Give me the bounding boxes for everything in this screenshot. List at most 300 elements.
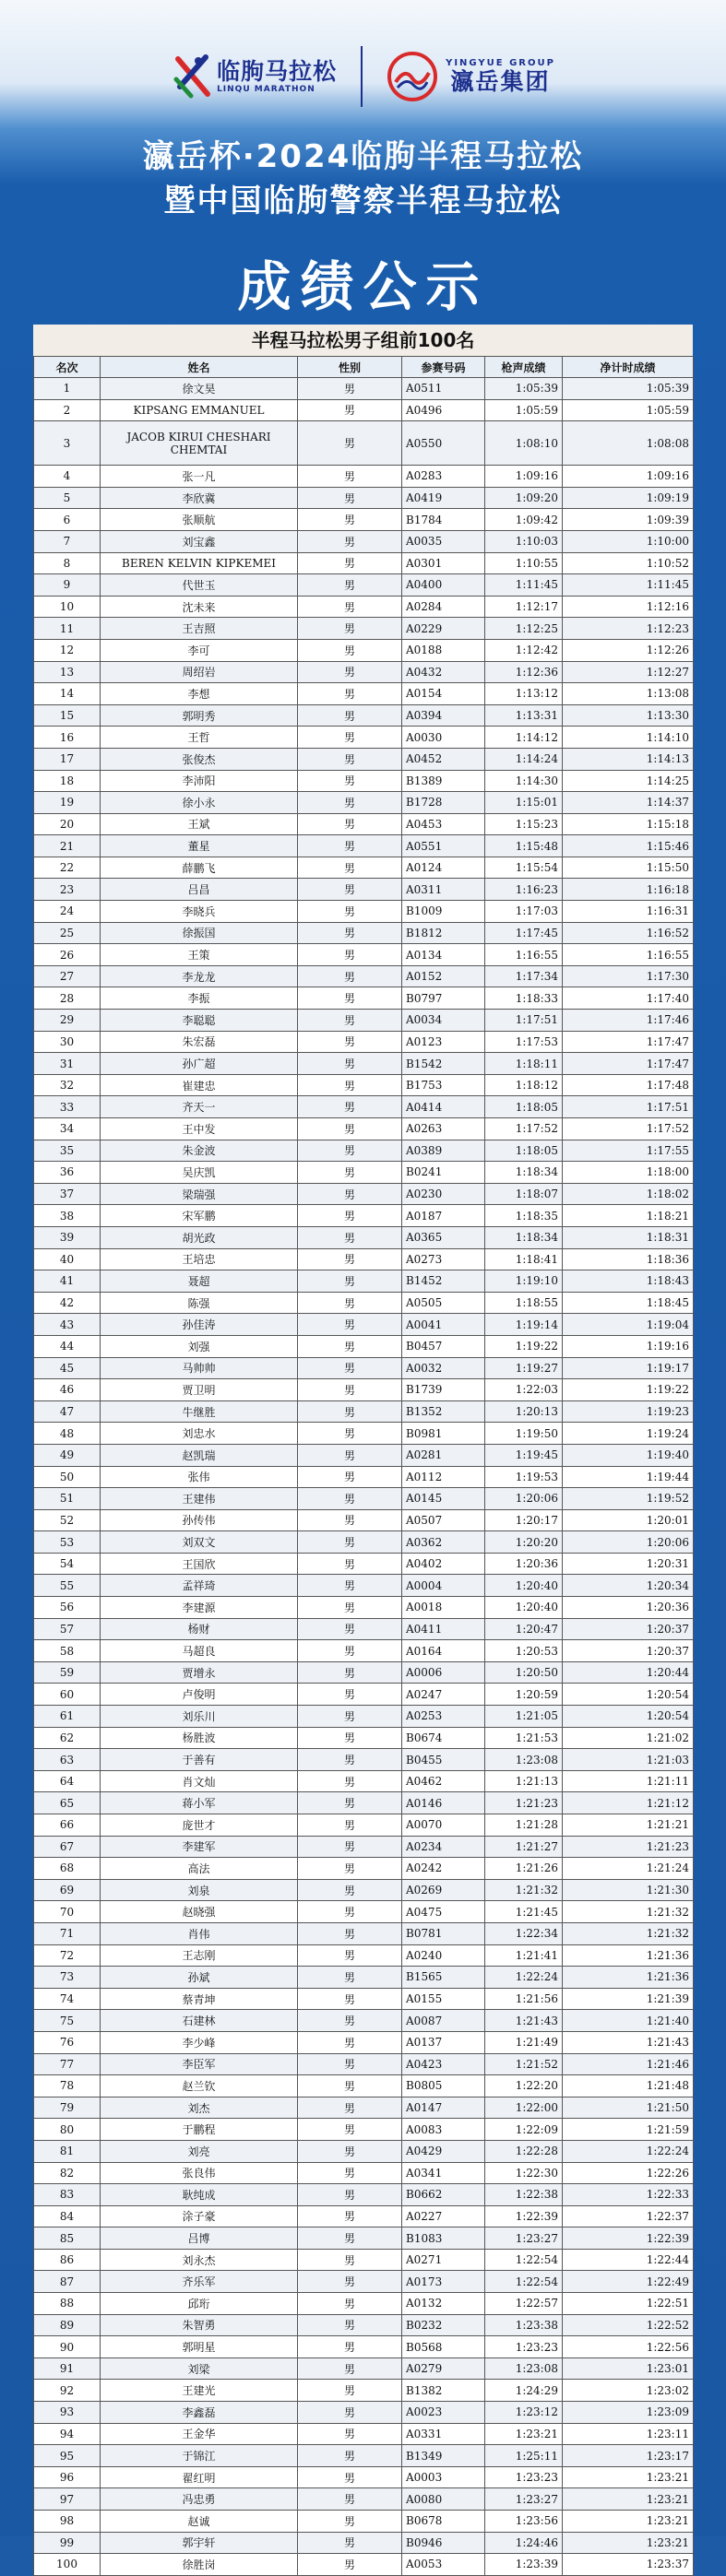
cell-gender: 男 xyxy=(298,2184,402,2206)
table-row xyxy=(34,1553,694,1575)
cell-net-time: 1:21:23 xyxy=(563,1836,694,1858)
cell-name: 齐乐军 xyxy=(101,2271,298,2293)
cell-bib: A0003 xyxy=(402,2466,485,2488)
cell-gun-time: 1:08:10 xyxy=(485,421,563,466)
table-row xyxy=(34,1488,694,1510)
cell-gender: 男 xyxy=(298,1967,402,1989)
table-row xyxy=(34,1162,694,1184)
cell-bib: B0232 xyxy=(402,2314,485,2336)
cell-name: 张俊杰 xyxy=(101,748,298,770)
cell-name: 王中发 xyxy=(101,1118,298,1140)
table-row xyxy=(34,2423,694,2445)
cell-rank: 25 xyxy=(34,922,101,944)
cell-gender: 男 xyxy=(298,2423,402,2445)
cell-gun-time: 1:21:13 xyxy=(485,1770,563,1792)
cell-gender: 男 xyxy=(298,2293,402,2315)
cell-name: 张伟 xyxy=(101,1466,298,1488)
cell-net-time: 1:21:46 xyxy=(563,2053,694,2075)
cell-gun-time: 1:18:34 xyxy=(485,1226,563,1248)
cell-gun-time: 1:20:13 xyxy=(485,1400,563,1423)
cell-net-time: 1:23:21 xyxy=(563,2511,694,2533)
logo-divider xyxy=(361,46,363,107)
table-row xyxy=(34,1967,694,1989)
cell-gun-time: 1:12:42 xyxy=(485,639,563,661)
table-row xyxy=(34,1183,694,1205)
table-row xyxy=(34,1988,694,2010)
cell-bib: A0023 xyxy=(402,2402,485,2424)
header-rank: 名次 xyxy=(34,357,101,378)
cell-net-time: 1:23:37 xyxy=(563,2554,694,2576)
cell-gun-time: 1:22:54 xyxy=(485,2249,563,2271)
cell-rank: 64 xyxy=(34,1770,101,1792)
cell-name: 李振 xyxy=(101,987,298,1010)
cell-gun-time: 1:22:03 xyxy=(485,1379,563,1401)
cell-bib: A0411 xyxy=(402,1618,485,1640)
cell-bib: A0242 xyxy=(402,1858,485,1880)
table-row xyxy=(34,879,694,901)
cell-net-time: 1:19:52 xyxy=(563,1488,694,1510)
cell-bib: B0781 xyxy=(402,1922,485,1944)
cell-gender: 男 xyxy=(298,596,402,618)
cell-gender: 男 xyxy=(298,987,402,1010)
cell-net-time: 1:10:00 xyxy=(563,530,694,552)
cell-gender: 男 xyxy=(298,1226,402,1248)
cell-rank: 96 xyxy=(34,2466,101,2488)
cell-net-time: 1:12:23 xyxy=(563,618,694,640)
cell-gun-time: 1:18:07 xyxy=(485,1183,563,1205)
cell-rank: 62 xyxy=(34,1727,101,1749)
cell-gun-time: 1:20:20 xyxy=(485,1531,563,1554)
cell-name: 赵兰钦 xyxy=(101,2075,298,2097)
cell-rank: 21 xyxy=(34,835,101,857)
cell-net-time: 1:22:49 xyxy=(563,2271,694,2293)
cell-name: 孙斌 xyxy=(101,1967,298,1989)
cell-bib: B1739 xyxy=(402,1379,485,1401)
cell-bib: A0507 xyxy=(402,1509,485,1531)
cell-gun-time: 1:19:14 xyxy=(485,1314,563,1336)
table-row xyxy=(34,2532,694,2554)
cell-rank: 30 xyxy=(34,1031,101,1053)
cell-name: 耿纯成 xyxy=(101,2184,298,2206)
cell-gun-time: 1:23:21 xyxy=(485,2423,563,2445)
cell-gun-time: 1:19:10 xyxy=(485,1270,563,1293)
cell-net-time: 1:21:40 xyxy=(563,2010,694,2032)
cell-net-time: 1:21:32 xyxy=(563,1922,694,1944)
cell-name: 刘永杰 xyxy=(101,2249,298,2271)
cell-name: 李少峰 xyxy=(101,2031,298,2053)
cell-bib: A0018 xyxy=(402,1597,485,1619)
cell-bib: A0462 xyxy=(402,1770,485,1792)
cell-bib: A0032 xyxy=(402,1357,485,1379)
cell-name: 肖伟 xyxy=(101,1922,298,1944)
table-row xyxy=(34,1509,694,1531)
table-row xyxy=(34,1357,694,1379)
cell-net-time: 1:17:55 xyxy=(563,1140,694,1162)
cell-bib: B0455 xyxy=(402,1749,485,1771)
cell-name: 杨财 xyxy=(101,1618,298,1640)
cell-name: 马帅帅 xyxy=(101,1357,298,1379)
cell-gender: 男 xyxy=(298,922,402,944)
cell-bib: A0087 xyxy=(402,2010,485,2032)
event-title: 瀛岳杯·2024临朐半程马拉松 xyxy=(142,138,584,175)
cell-rank: 31 xyxy=(34,1053,101,1075)
cell-net-time: 1:21:21 xyxy=(563,1814,694,1837)
table-row xyxy=(34,1423,694,1445)
table-row xyxy=(34,1531,694,1554)
cell-name: 王策 xyxy=(101,944,298,966)
cell-net-time: 1:18:43 xyxy=(563,1270,694,1293)
cell-bib: B0674 xyxy=(402,1727,485,1749)
cell-gender: 男 xyxy=(298,1988,402,2010)
cell-gun-time: 1:23:12 xyxy=(485,2402,563,2424)
cell-net-time: 1:23:01 xyxy=(563,2357,694,2380)
cell-gun-time: 1:20:17 xyxy=(485,1509,563,1531)
cell-gender: 男 xyxy=(298,661,402,683)
cell-name: 于善有 xyxy=(101,1749,298,1771)
cell-gun-time: 1:14:30 xyxy=(485,770,563,792)
header-gender: 性别 xyxy=(298,357,402,378)
table-row xyxy=(34,2075,694,2097)
cell-gender: 男 xyxy=(298,2271,402,2293)
table-row xyxy=(34,987,694,1010)
cell-net-time: 1:22:56 xyxy=(563,2336,694,2358)
cell-name: 王金华 xyxy=(101,2423,298,2445)
cell-bib: A0227 xyxy=(402,2205,485,2227)
table-row xyxy=(34,1879,694,1901)
table-row xyxy=(34,2097,694,2119)
table-row xyxy=(34,1292,694,1314)
table-row xyxy=(34,2380,694,2402)
cell-net-time: 1:14:37 xyxy=(563,792,694,814)
cell-rank: 59 xyxy=(34,1661,101,1684)
cell-name: 卢俊明 xyxy=(101,1684,298,1706)
cell-gender: 男 xyxy=(298,639,402,661)
cell-rank: 16 xyxy=(34,727,101,749)
cell-gender: 男 xyxy=(298,574,402,597)
table-row xyxy=(34,1836,694,1858)
cell-name: 吴庆凯 xyxy=(101,1162,298,1184)
table-row xyxy=(34,661,694,683)
cell-net-time: 1:17:47 xyxy=(563,1031,694,1053)
cell-gender: 男 xyxy=(298,2357,402,2380)
cell-bib: B1009 xyxy=(402,901,485,923)
cell-gender: 男 xyxy=(298,399,402,421)
cell-gun-time: 1:13:12 xyxy=(485,683,563,705)
cell-bib: A0402 xyxy=(402,1553,485,1575)
cell-gender: 男 xyxy=(298,748,402,770)
cell-rank: 61 xyxy=(34,1706,101,1728)
table-row xyxy=(34,487,694,509)
cell-name: 徐文昊 xyxy=(101,378,298,400)
cell-gender: 男 xyxy=(298,1270,402,1293)
linqu-marathon-logo xyxy=(171,53,337,100)
cell-name: 聂超 xyxy=(101,1270,298,1293)
cell-rank: 41 xyxy=(34,1270,101,1293)
cell-rank: 5 xyxy=(34,487,101,509)
cell-gender: 男 xyxy=(298,2532,402,2554)
cell-net-time: 1:20:36 xyxy=(563,1597,694,1619)
cell-gender: 男 xyxy=(298,1684,402,1706)
cell-gun-time: 1:17:53 xyxy=(485,1031,563,1053)
cell-name: 朱金波 xyxy=(101,1140,298,1162)
cell-gender: 男 xyxy=(298,1444,402,1466)
table-row xyxy=(34,2336,694,2358)
cell-gun-time: 1:22:57 xyxy=(485,2293,563,2315)
cell-name: 沈未来 xyxy=(101,596,298,618)
cell-name: 陈强 xyxy=(101,1292,298,1314)
cell-name: 胡光政 xyxy=(101,1226,298,1248)
cell-rank: 50 xyxy=(34,1466,101,1488)
cell-gender: 男 xyxy=(298,1423,402,1445)
cell-net-time: 1:22:24 xyxy=(563,2140,694,2162)
cell-rank: 28 xyxy=(34,987,101,1010)
table-row xyxy=(34,2205,694,2227)
cell-rank: 85 xyxy=(34,2227,101,2250)
table-row xyxy=(34,1379,694,1401)
cell-rank: 89 xyxy=(34,2314,101,2336)
cell-bib: B0946 xyxy=(402,2532,485,2554)
cell-bib: A0247 xyxy=(402,1684,485,1706)
cell-name: 李龙龙 xyxy=(101,965,298,987)
cell-rank: 7 xyxy=(34,530,101,552)
cell-gender: 男 xyxy=(298,1488,402,1510)
cell-rank: 8 xyxy=(34,552,101,574)
table-row xyxy=(34,965,694,987)
table-row xyxy=(34,2511,694,2533)
cell-bib: A0253 xyxy=(402,1706,485,1728)
cell-net-time: 1:19:17 xyxy=(563,1357,694,1379)
cell-name: 李欣冀 xyxy=(101,487,298,509)
cell-gun-time: 1:23:27 xyxy=(485,2227,563,2250)
table-row xyxy=(34,1814,694,1837)
cell-gun-time: 1:21:05 xyxy=(485,1706,563,1728)
cell-rank: 37 xyxy=(34,1183,101,1205)
cell-net-time: 1:18:31 xyxy=(563,1226,694,1248)
cell-name: 孙传伟 xyxy=(101,1509,298,1531)
cell-net-time: 1:19:04 xyxy=(563,1314,694,1336)
cell-bib: B0568 xyxy=(402,2336,485,2358)
cell-gun-time: 1:22:34 xyxy=(485,1922,563,1944)
cell-gender: 男 xyxy=(298,792,402,814)
cell-bib: A0279 xyxy=(402,2357,485,2380)
cell-bib: A0273 xyxy=(402,1248,485,1270)
table-row xyxy=(34,2249,694,2271)
cell-gender: 男 xyxy=(298,2075,402,2097)
cell-rank: 68 xyxy=(34,1858,101,1880)
cell-name: 冯忠勇 xyxy=(101,2488,298,2511)
cell-name: 李晓兵 xyxy=(101,901,298,923)
cell-gun-time: 1:11:45 xyxy=(485,574,563,597)
cell-gender: 男 xyxy=(298,857,402,879)
cell-gender: 男 xyxy=(298,1727,402,1749)
table-row xyxy=(34,1335,694,1357)
cell-name: 郭明星 xyxy=(101,2336,298,2358)
cell-gender: 男 xyxy=(298,2249,402,2271)
cell-bib: A0164 xyxy=(402,1640,485,1662)
cell-gender: 男 xyxy=(298,1879,402,1901)
cell-bib: B1784 xyxy=(402,509,485,531)
cell-name: 蒋小军 xyxy=(101,1792,298,1814)
cell-name: 吕博 xyxy=(101,2227,298,2250)
cell-gun-time: 1:25:11 xyxy=(485,2445,563,2467)
table-row xyxy=(34,1466,694,1488)
cell-net-time: 1:21:36 xyxy=(563,1967,694,1989)
cell-name: 石建林 xyxy=(101,2010,298,2032)
cell-rank: 71 xyxy=(34,1922,101,1944)
cell-net-time: 1:19:23 xyxy=(563,1400,694,1423)
table-title: 半程马拉松男子组前100名 xyxy=(33,325,693,357)
cell-gender: 男 xyxy=(298,2227,402,2250)
cell-rank: 45 xyxy=(34,1357,101,1379)
table-row xyxy=(34,2031,694,2053)
cell-gender: 男 xyxy=(298,2097,402,2119)
cell-bib: B0457 xyxy=(402,1335,485,1357)
cell-gender: 男 xyxy=(298,2488,402,2511)
table-row xyxy=(34,574,694,597)
cell-net-time: 1:17:30 xyxy=(563,965,694,987)
cell-bib: B1753 xyxy=(402,1074,485,1096)
cell-net-time: 1:21:43 xyxy=(563,2031,694,2053)
cell-net-time: 1:05:39 xyxy=(563,378,694,400)
cell-net-time: 1:22:44 xyxy=(563,2249,694,2271)
cell-rank: 44 xyxy=(34,1335,101,1357)
table-row xyxy=(34,1661,694,1684)
cell-rank: 3 xyxy=(34,421,101,466)
cell-bib: A0271 xyxy=(402,2249,485,2271)
cell-gun-time: 1:19:53 xyxy=(485,1466,563,1488)
cell-name: 刘宝鑫 xyxy=(101,530,298,552)
cell-net-time: 1:09:16 xyxy=(563,466,694,488)
cell-net-time: 1:15:18 xyxy=(563,813,694,835)
cell-rank: 91 xyxy=(34,2357,101,2380)
cell-name: 张顺航 xyxy=(101,509,298,531)
table-row xyxy=(34,2271,694,2293)
cell-net-time: 1:19:44 xyxy=(563,1466,694,1488)
cell-bib: A0429 xyxy=(402,2140,485,2162)
cell-rank: 4 xyxy=(34,466,101,488)
cell-bib: A0301 xyxy=(402,552,485,574)
cell-name: 吕昌 xyxy=(101,879,298,901)
cell-gun-time: 1:19:22 xyxy=(485,1335,563,1357)
cell-bib: A0432 xyxy=(402,661,485,683)
cell-rank: 94 xyxy=(34,2423,101,2445)
cell-bib: A0112 xyxy=(402,1466,485,1488)
cell-gun-time: 1:14:24 xyxy=(485,748,563,770)
table-row xyxy=(34,2466,694,2488)
cell-gun-time: 1:18:05 xyxy=(485,1096,563,1118)
cell-bib: A0389 xyxy=(402,1140,485,1162)
cell-gender: 男 xyxy=(298,1292,402,1314)
cell-bib: A0124 xyxy=(402,857,485,879)
table-row xyxy=(34,2554,694,2576)
cell-name: 李臣军 xyxy=(101,2053,298,2075)
cell-gun-time: 1:19:45 xyxy=(485,1444,563,1466)
cell-gun-time: 1:22:39 xyxy=(485,2205,563,2227)
table-row xyxy=(34,2445,694,2467)
cell-net-time: 1:20:01 xyxy=(563,1509,694,1531)
cell-name: KIPSANG EMMANUEL xyxy=(101,399,298,421)
cell-net-time: 1:23:21 xyxy=(563,2532,694,2554)
cell-gender: 男 xyxy=(298,813,402,835)
table-row xyxy=(34,1270,694,1293)
cell-bib: A0006 xyxy=(402,1661,485,1684)
linqu-logo-text: 临朐马拉松 xyxy=(217,58,338,85)
cell-bib: A0496 xyxy=(402,399,485,421)
cell-name: 王培忠 xyxy=(101,1248,298,1270)
cell-bib: A0400 xyxy=(402,574,485,597)
cell-rank: 12 xyxy=(34,639,101,661)
cell-gun-time: 1:18:11 xyxy=(485,1053,563,1075)
cell-bib: A0146 xyxy=(402,1792,485,1814)
cell-gender: 男 xyxy=(298,378,402,400)
cell-gender: 男 xyxy=(298,1031,402,1053)
table-row xyxy=(34,1096,694,1118)
cell-bib: A0311 xyxy=(402,879,485,901)
cell-net-time: 1:15:46 xyxy=(563,835,694,857)
cell-gun-time: 1:09:16 xyxy=(485,466,563,488)
cell-bib: B1565 xyxy=(402,1967,485,1989)
cell-gender: 男 xyxy=(298,1922,402,1944)
table-row xyxy=(34,2140,694,2162)
cell-gender: 男 xyxy=(298,1118,402,1140)
table-row xyxy=(34,2402,694,2424)
cell-gender: 男 xyxy=(298,1618,402,1640)
cell-net-time: 1:18:45 xyxy=(563,1292,694,1314)
cell-name: 徐小永 xyxy=(101,792,298,814)
cell-rank: 13 xyxy=(34,661,101,683)
cell-name: 高法 xyxy=(101,1858,298,1880)
cell-net-time: 1:21:36 xyxy=(563,1944,694,1967)
table-row xyxy=(34,1205,694,1227)
table-row xyxy=(34,1749,694,1771)
cell-gender: 男 xyxy=(298,1531,402,1554)
cell-bib: A0080 xyxy=(402,2488,485,2511)
cell-gender: 男 xyxy=(298,1400,402,1423)
cell-bib: A0283 xyxy=(402,466,485,488)
cell-net-time: 1:17:48 xyxy=(563,1074,694,1096)
table-row xyxy=(34,944,694,966)
table-row xyxy=(34,399,694,421)
cell-net-time: 1:21:24 xyxy=(563,1858,694,1880)
table-row xyxy=(34,2227,694,2250)
cell-rank: 19 xyxy=(34,792,101,814)
table-row xyxy=(34,1074,694,1096)
cell-gender: 男 xyxy=(298,2140,402,2162)
cell-name: 孙广超 xyxy=(101,1053,298,1075)
table-row xyxy=(34,1922,694,1944)
cell-name: 孟祥琦 xyxy=(101,1575,298,1597)
cell-gun-time: 1:05:39 xyxy=(485,378,563,400)
table-row xyxy=(34,683,694,705)
cell-rank: 76 xyxy=(34,2031,101,2053)
cell-name: 李可 xyxy=(101,639,298,661)
cell-bib: A0341 xyxy=(402,2162,485,2184)
cell-gun-time: 1:18:34 xyxy=(485,1162,563,1184)
cell-bib: A0511 xyxy=(402,378,485,400)
cell-name: 牛继胜 xyxy=(101,1400,298,1423)
table-row xyxy=(34,2053,694,2075)
cell-gender: 男 xyxy=(298,509,402,531)
cell-gun-time: 1:10:55 xyxy=(485,552,563,574)
cell-gun-time: 1:21:56 xyxy=(485,1988,563,2010)
cell-net-time: 1:19:40 xyxy=(563,1444,694,1466)
cell-net-time: 1:17:52 xyxy=(563,1118,694,1140)
cell-net-time: 1:23:02 xyxy=(563,2380,694,2402)
table-row xyxy=(34,748,694,770)
table-row xyxy=(34,1444,694,1466)
cell-net-time: 1:12:27 xyxy=(563,661,694,683)
cell-rank: 2 xyxy=(34,399,101,421)
